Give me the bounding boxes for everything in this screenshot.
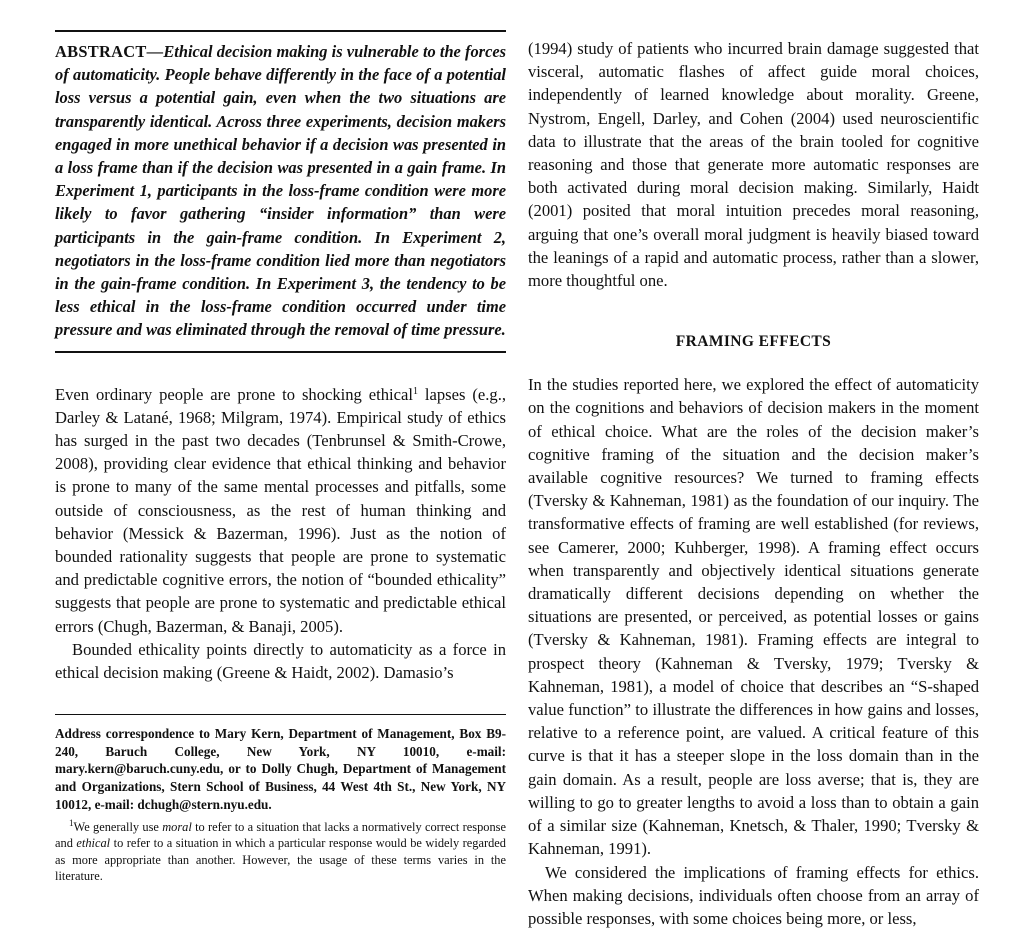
section-heading-framing-effects: FRAMING EFFECTS — [675, 333, 832, 351]
footnote-ref: 1 — [413, 385, 418, 397]
footnote-1 — [55, 819, 506, 884]
abstract — [55, 40, 506, 342]
intro-paragraph-2-continued: (1994) study of patients who incurred brain damage suggested that visceral, automatic flashes of affect guide moral choices, independently of learned knowledge about morality. Greene, Nystrom, Engell, Darley, and Cohen (2004) used neuroscientific data to illustrate that the areas of the brain tooled for cognitive reasoning and those that generate more automatic responses are both activated during moral decision making. Similarly, Haidt (2001) posited that moral intuition precedes moral reasoning, arguing that one’s overall moral judgment is heavily biased toward the leanings of a rapid and automatic process, rather than a slower, more thoughtful one. — [528, 39, 979, 291]
correspondence-address: Address correspondence to Mary Kern, Department of Management, Box B9-240, Baruch College, New York, NY 10010, e-mail: mary.kern@baruch.cuny.edu, or to Dolly Chugh, Department of Management and Organizations, Stern School of Business, 44 West 4th St., New York, NY 10012, e-mail: dchugh@stern.nyu.edu. — [55, 726, 506, 812]
footnote-term-ethical: ethical — [76, 836, 111, 851]
framing-paragraph-1: In the studies reported here, we explored the effect of automaticity on the cognitions and behaviors of decision makers in the moment of ethical choice. What are the roles of the decision maker’s cognitive framing of the situation and the decision maker’s available cognitive resources? We turned to framing effects (Tversky & Kahneman, 1981) as the foundation of our inquiry. The transformative effects of framing are well established (for reviews, see Camerer, 2000; Kuhberger, 1998). A framing effect occurs when transparently and objectively identical situations generate dramatically different decisions depending on whether the situations are presented, or perceived, as potential losses or gains (Tversky & Kahneman, 1981). Framing effects are integral to prospect theory (Kahneman & Tversky, 1979; Tversky & Kahneman, 1981), a model of choice that describes an “S-shaped value function” to illustrate the differences in how gains and losses, relative to a reference point, are valued. A critical feature of this curve is that it has a steeper slope in the loss domain than in the gain domain. As a result, people are loss averse; that is, they are willing to go to greater lengths to avoid a loss than to obtain a gain of a similar size (Kahneman, Knetsch, & Thaler, 1990; Tversky & Kahneman, 1991). — [528, 375, 979, 859]
intro-p1-start: Even ordinary people are prone to shocking ethical — [55, 384, 413, 404]
footnote-text-b: to refer to a situation that lacks a normatively correct response and — [55, 820, 507, 851]
intro-paragraph-1 — [55, 383, 506, 638]
intro-paragraph-2: Bounded ethicality points directly to automaticity as a force in ethical decision making (Greene & Haidt, 2002). Damasio’s — [55, 639, 506, 683]
footnote-marker: 1 — [69, 818, 74, 829]
abstract-text: Ethical decision making is vulnerable to the forces of automaticity. People behave differently in the face of a potential loss versus a potential gain, even when the two situations are transparently identical. Across three experiments, decision makers engaged in more unethical behavior if a decision was presented in a loss frame than if the decision was presented in a gain frame. In Experiment 1, participants in the loss-frame condition were more likely to favor gathering “insider information” than were participants in the gain-frame condition. In Experiment 2, negotiators in the loss-frame condition lied more than negotiators in the gain-frame condition. In Experiment 3, the tendency to be less ethical in the loss-frame condition occurred under time pressure and was eliminated through the removal of time pressure. — [55, 42, 506, 340]
footnote-text-a: We generally use — [73, 820, 163, 835]
footnote-text-c: to refer to a situation in which a particular response would be widely regarded as more appropriate than another. However, the usage of these terms varies in the literature. — [55, 836, 506, 883]
footnote-term-moral: moral — [162, 820, 192, 835]
framing-paragraph-2: We considered the implications of framing effects for ethics. When making decisions, individuals often choose from an array of possible responses, with some choices being more, or less, — [528, 862, 979, 928]
abstract-label: ABSTRACT— — [55, 42, 164, 61]
abstract-top-rule — [55, 30, 506, 32]
abstract-bottom-rule — [55, 351, 506, 353]
intro-p1-rest: lapses (e.g., Darley & Latané, 1968; Milgram, 1974). Empirical study of ethics has surged in the past two decades (Tenbrunsel & Smith-Crowe, 2008), providing clear evidence that ethical thinking and behavior is prone to many of the same mental processes and pitfalls, some outside of consciousness, as the rest of human thinking and behavior (Messick & Bazerman, 1996). Just as the notion of bounded rationality suggests that people are prone to systematic and predictable cognitive errors, the notion of “bounded ethicality” suggests that people are prone to systematic and predictable ethical errors (Chugh, Bazerman, & Banaji, 2005). — [55, 384, 507, 636]
left-column — [55, 30, 506, 884]
footnote-divider — [55, 714, 506, 715]
right-column — [528, 30, 979, 930]
